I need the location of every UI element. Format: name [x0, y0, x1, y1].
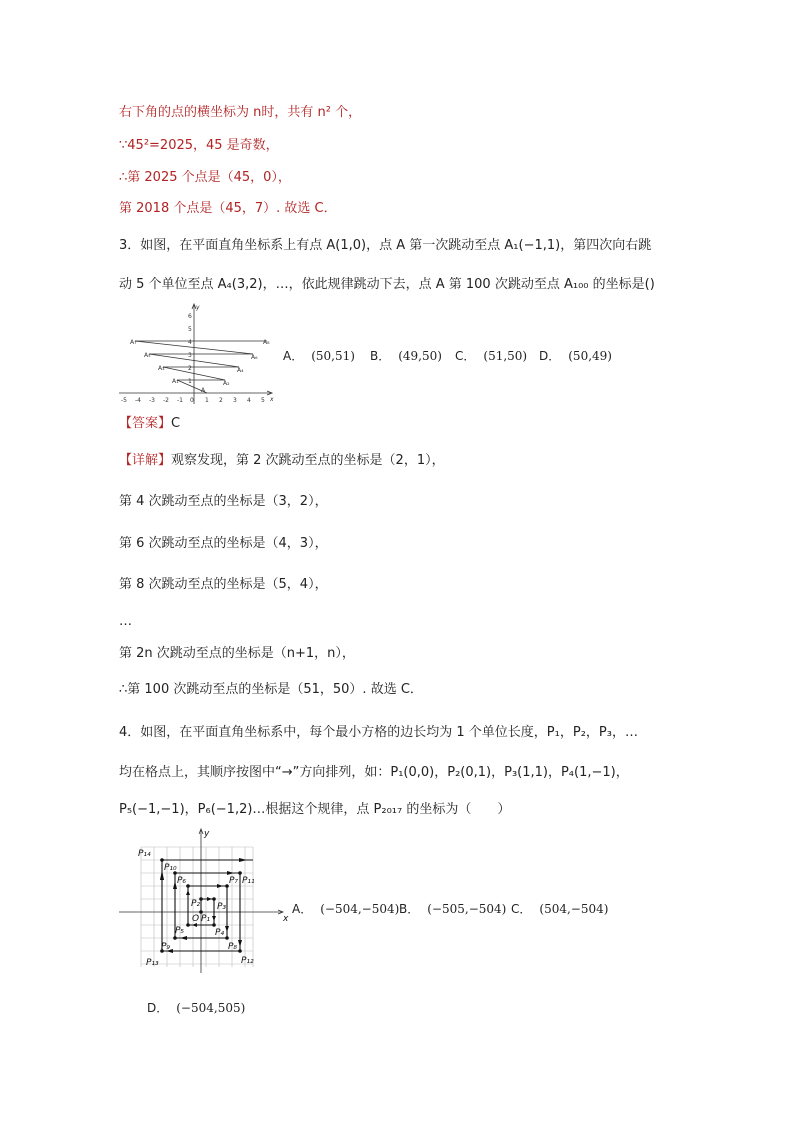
question-4-line-2: 均在格点上，其顺序按图中“→”方向排列，如：P₁(0,0)，P₂(0,1)，P₃(1,1)，P₄(1,−1)， [119, 765, 629, 780]
question-3-line-1: 3．如图，在平面直角坐标系上有点 A(1,0)，点 A 第一次跳动至点 A₁(−1,1)，第四次向右跳 [119, 238, 652, 253]
fig4-point-label: P₁₃ [146, 958, 159, 968]
text-line-4: 第 2018 个点是（45，7）. 故选 C． [119, 201, 337, 216]
text-line-1: 右下角的点的横坐标为 n时，共有 n² 个， [119, 105, 362, 120]
option-label: A． [283, 349, 304, 363]
detail-ellipsis: … [119, 614, 132, 629]
q4-option-a [292, 900, 399, 917]
detail-line [119, 452, 445, 470]
fig4-point-label: P₁₄ [138, 849, 151, 859]
fig3-y-tick: 5 [188, 326, 192, 333]
detail-text: 观察发现，第 2 次跳动至点的坐标是（2，1）， [171, 453, 445, 468]
fig4-x-label: x [283, 914, 289, 924]
fig3-y-tick: 4 [188, 339, 192, 346]
option-value: (−505,−504) [427, 902, 507, 916]
question-3-line-2: 动 5 个单位至点 A₄(3,2)，…，依此规律跳动下去，点 A 第 100 次跳动至点 A₁₀₀ 的坐标是() [119, 277, 655, 292]
fig3-x-tick: 1 [205, 397, 209, 404]
question-4-line-3: P₅(−1,−1)，P₆(−1,2)…根据这个规律，点 P₂₀₁₇ 的坐标为（ ） [119, 802, 511, 817]
figure-3-jump-graph [117, 303, 277, 406]
fig3-point-label: A₅ [144, 352, 151, 359]
text-line-2: ∵45²=2025，45 是奇数， [119, 138, 279, 153]
fig3-x-tick: -4 [135, 397, 141, 404]
detail-tag: 【详解】 [119, 453, 172, 468]
detail-step-8: 第 8 次跳动至点的坐标是（5，4）， [119, 577, 328, 592]
fig4-point-label: P₁₂ [241, 956, 254, 966]
fig3-point-label: A [201, 387, 206, 394]
fig3-y-tick: 1 [188, 378, 192, 385]
fig3-point-label: A₃ [158, 365, 165, 372]
q3-option-a [283, 347, 355, 364]
q4-option-b [399, 900, 506, 917]
fig3-x-tick: -2 [163, 397, 169, 404]
option-label: C． [455, 349, 476, 363]
fig3-point-label: A₆ [251, 354, 258, 361]
fig3-point-label: A₈ [263, 339, 270, 346]
q3-option-c [455, 347, 527, 364]
fig4-point-label: P₉ [161, 942, 171, 952]
fig4-origin-label: O [192, 914, 200, 924]
q3-option-b [370, 347, 442, 364]
option-label: D． [147, 1001, 169, 1015]
fig4-point-label: P₈ [228, 942, 238, 952]
fig3-x-tick: 5 [261, 397, 265, 404]
option-value: (−504,505) [176, 1001, 246, 1015]
answer-value: C [171, 416, 181, 431]
fig4-point-label: P₁ [201, 914, 211, 924]
fig3-x-tick: 0 [190, 397, 194, 404]
question-4-line-1: 4．如图，在平面直角坐标系中，每个最小方格的边长均为 1 个单位长度，P₁，P₂，P₃，… [119, 725, 638, 740]
text-line-3: ∴第 2025 个点是（45，0）， [119, 170, 291, 185]
fig3-x-tick: 4 [247, 397, 251, 404]
fig3-y-tick: 3 [188, 352, 192, 359]
fig3-point-label: A₇ [130, 339, 137, 346]
fig3-x-tick: 3 [233, 397, 237, 404]
option-value: (51,50) [483, 349, 528, 363]
q3-option-d [539, 347, 612, 364]
fig3-x-tick: -3 [149, 397, 155, 404]
fig4-point-label: P₅ [175, 926, 185, 936]
option-value: (504,−504) [539, 902, 609, 916]
option-label: B． [399, 902, 420, 916]
option-label: C． [511, 902, 532, 916]
fig3-x-label: x [270, 396, 274, 403]
q4-option-d [147, 999, 245, 1016]
answer-tag: 【答案】 [119, 416, 172, 431]
fig3-x-tick: -5 [121, 397, 127, 404]
fig4-point-label: P₁₀ [164, 863, 177, 873]
fig4-point-label: P₆ [177, 876, 187, 886]
fig3-point-label: A₂ [223, 380, 230, 387]
fig3-x-tick: 2 [219, 397, 223, 404]
answer-line [119, 415, 180, 433]
fig4-point-label: P₇ [229, 876, 239, 886]
detail-step-6: 第 6 次跳动至点的坐标是（4，3）， [119, 536, 328, 551]
fig3-y-label: y [196, 304, 200, 311]
fig4-point-label: P₃ [217, 902, 227, 912]
option-value: (49,50) [398, 349, 442, 363]
fig3-y-tick: 2 [188, 365, 192, 372]
fig4-y-label: y [204, 829, 210, 839]
option-label: A． [292, 902, 313, 916]
option-label: D． [539, 349, 561, 363]
fig3-point-label: A₄ [237, 367, 244, 374]
detail-step-4: 第 4 次跳动至点的坐标是（3，2）， [119, 494, 328, 509]
option-value: (50,51) [311, 349, 355, 363]
option-label: B． [370, 349, 391, 363]
option-value: (−504,−504) [320, 902, 400, 916]
q4-option-c [511, 900, 608, 917]
fig4-point-label: P₄ [215, 928, 225, 938]
detail-conclusion: ∴第 100 次跳动至点的坐标是（51，50）. 故选 C． [119, 682, 423, 697]
fig3-x-tick: -1 [177, 397, 183, 404]
detail-general: 第 2n 次跳动至点的坐标是（n+1，n）， [119, 646, 355, 661]
figure-4-spiral-grid [117, 825, 292, 975]
fig3-point-label: A₁ [172, 378, 179, 385]
option-value: (50,49) [568, 349, 612, 363]
fig4-point-label: P₂ [191, 899, 201, 909]
fig4-point-label: P₁₁ [242, 876, 255, 886]
fig3-y-tick: 6 [188, 313, 192, 320]
